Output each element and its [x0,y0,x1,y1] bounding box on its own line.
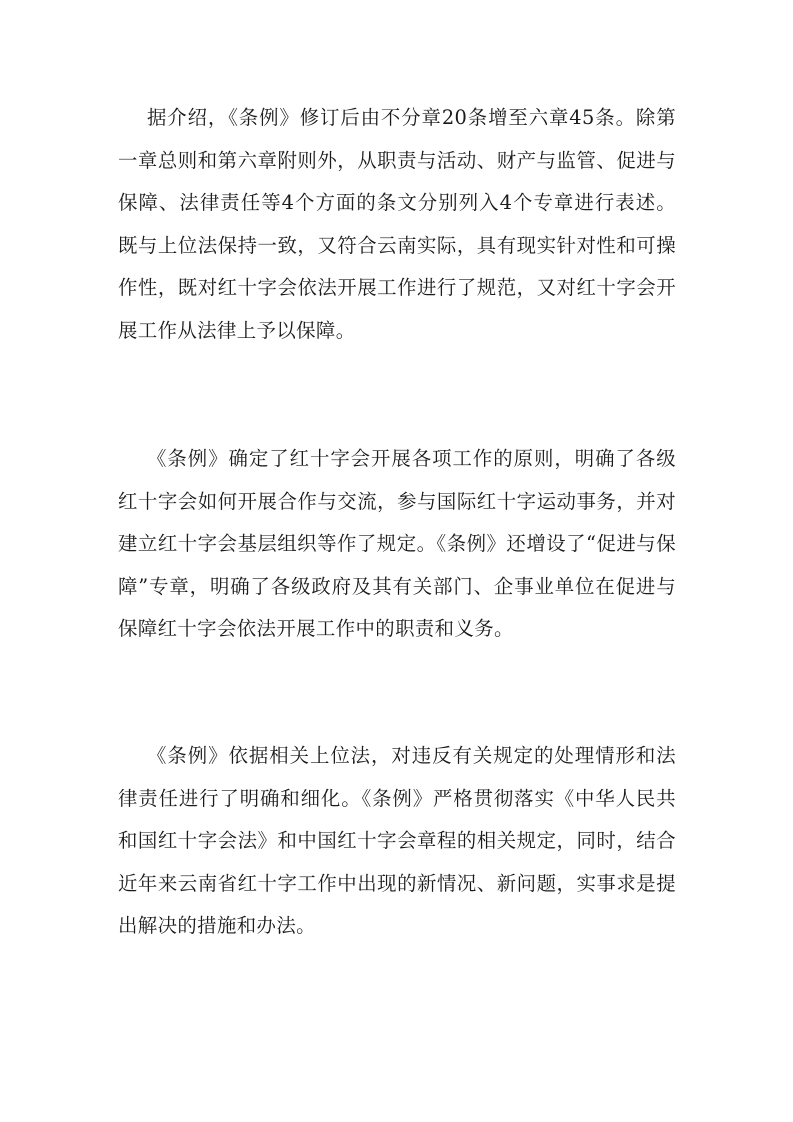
paragraph-legal-liability: 《条例》依据相关上位法，对违反有关规定的处理情形和法律责任进行了明确和细化。《条例》严格贯彻落实《中华人民共和国红十字会法》和中国红十字会章程的相关规定，同时，结合近年来云南省红十字工作中出现的新情况、新问题，实事求是提出解决的措施和办法。 [118,744,676,938]
paragraph-principles: 《条例》确定了红十字会开展各项工作的原则，明确了各级红十字会如何开展合作与交流，参与国际红十字运动事务，并对建立红十字会基层组织等作了规定。《条例》还增设了“促进与保障”专章，明确了各级政府及其有关部门、企事业单位在促进与保障红十字会依法开展工作中的职责和义务。 [118,447,676,641]
paragraph-revision-summary: 据介绍，《条例》修订后由不分章20条增至六章45条。除第一章总则和第六章附则外，从职责与活动、财产与监管、促进与保障、法律责任等4个方面的条文分别列入4个专章进行表述。既与上位法保持一致，又符合云南实际，具有现实针对性和可操作性，既对红十字会依法开展工作进行了规范，又对红十字会开展工作从法律上予以保障。 [118,106,676,342]
